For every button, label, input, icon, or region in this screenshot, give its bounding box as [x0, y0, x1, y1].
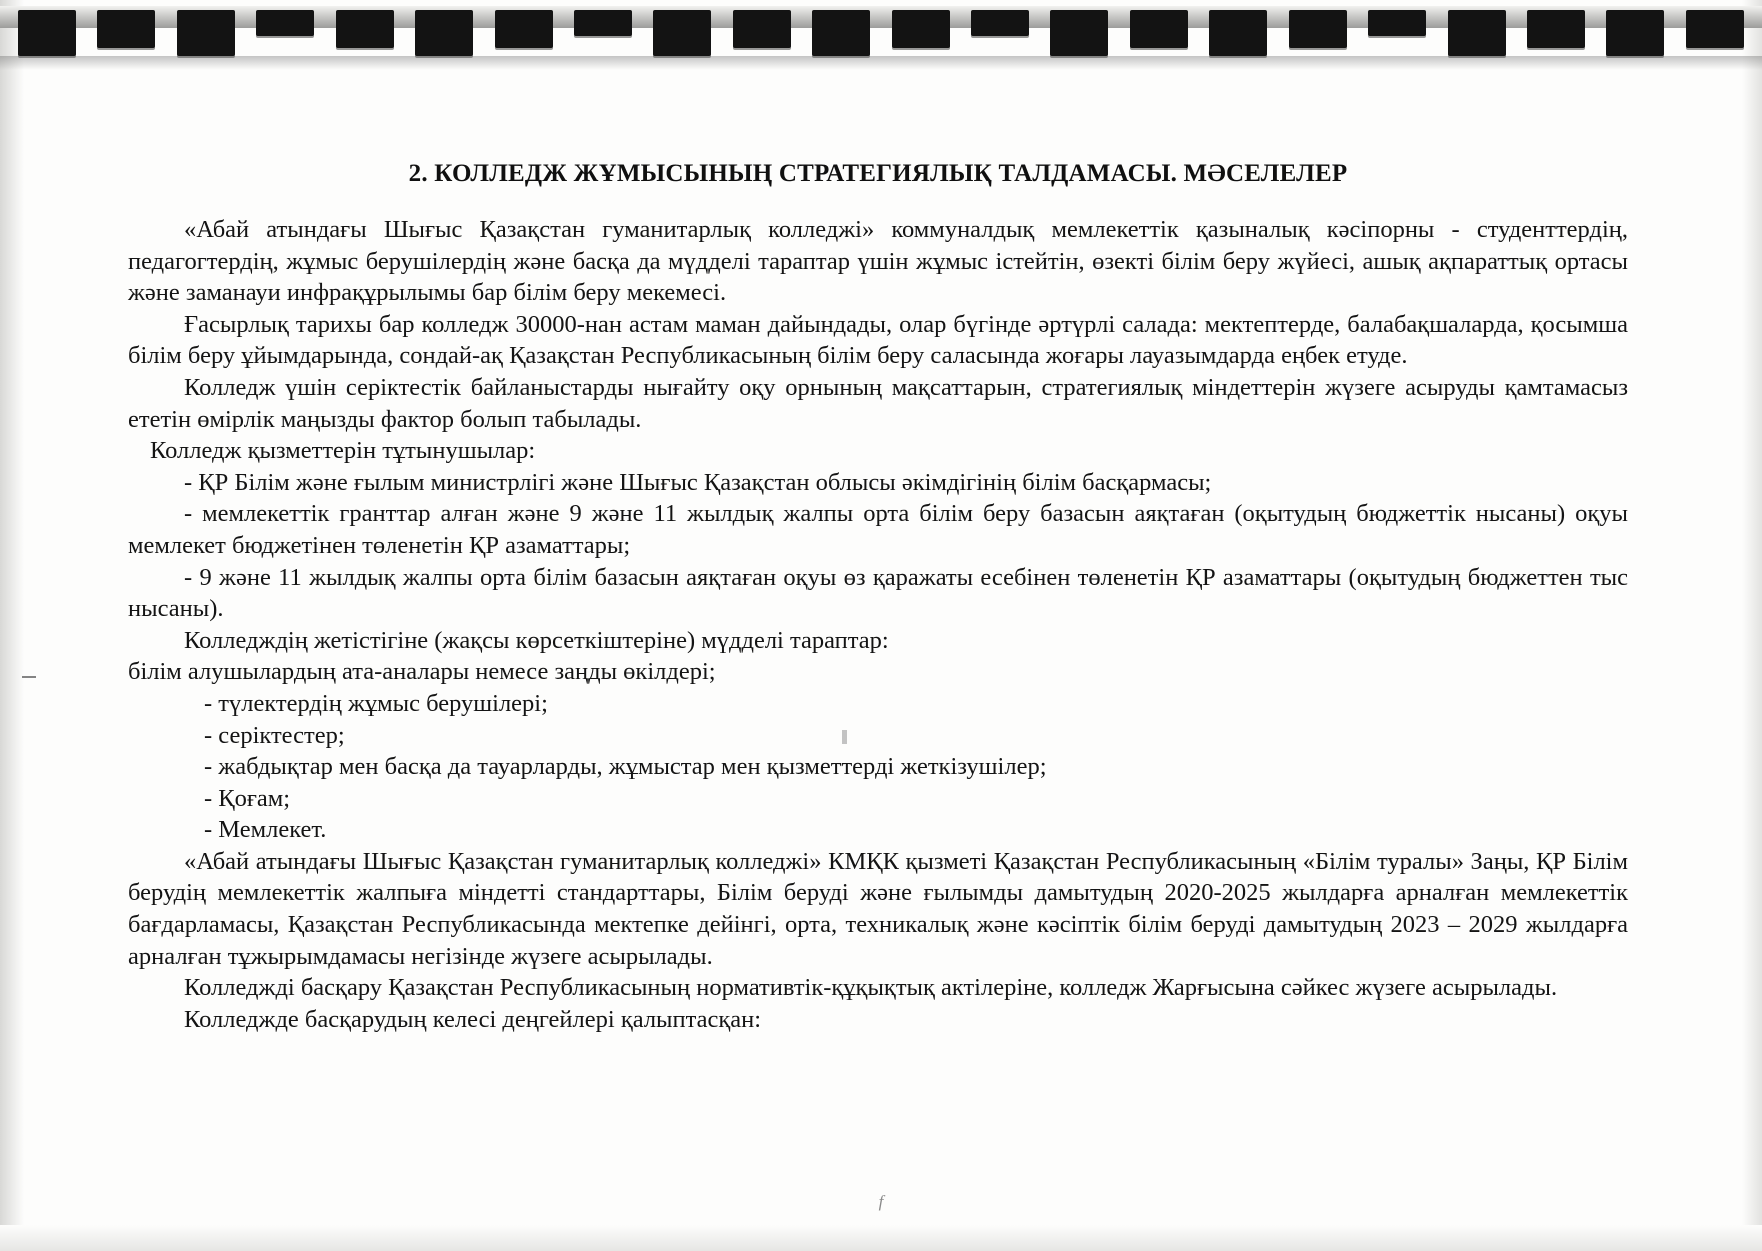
- binding-tooth: [256, 10, 314, 36]
- stakeholders-heading: Колледждің жетістігіне (жақсы көрсеткіштеріне) мүдделі тараптар:: [184, 626, 889, 654]
- binding-comb: [0, 0, 1762, 70]
- scan-edge-bottom: [0, 1225, 1762, 1251]
- paragraph-levels-intro: Колледжде басқарудың келесі деңгейлері қалыптасқан:: [184, 1005, 762, 1033]
- binding-tooth: [971, 10, 1029, 36]
- page-number: f: [878, 1192, 884, 1211]
- paragraph-legal-basis: «Абай атындағы Шығыс Қазақстан гуманитарлық колледжі» КМҚК қызметі Қазақстан Республикасының «Білім туралы» Заңы, ҚР Білім берудің мемлекеттік жалпыға міндетті стандарттары, Білім беруді және ғылымды дамытудың 2020-2025 жылдарға арналған мемлекеттік бағдарламасы, Қазақстан Республикасында мектепке дейінгі, орта, техникалық және кәсіптік білім беруді дамытудың 2023 – 2029 жылдарға арналған тұжырымдамасы негізінде жүзеге асырылады.: [128, 847, 1628, 970]
- binding-tooth: [177, 10, 235, 56]
- scan-artifact-dash: [22, 676, 36, 678]
- binding-tooth: [18, 10, 76, 56]
- stakeholders-item: - Қоғам;: [204, 784, 291, 812]
- stakeholders-item: - жабдықтар мен басқа да тауарларды, жұмыстар мен қызметтерді жеткізушілер;: [204, 753, 1047, 781]
- binding-tooth: [892, 10, 950, 48]
- binding-tooth: [812, 10, 870, 56]
- consumers-heading: Колледж қызметтерін тұтынушылар:: [150, 437, 536, 465]
- binding-tooth: [574, 10, 632, 36]
- stakeholders-item: - түлектердің жұмыс берушілері;: [204, 689, 548, 717]
- paragraph-history: Ғасырлық тарихы бар колледж 30000-нан астам маман дайындады, олар бүгінде әртүрлі салада: мектептерде, балабақшаларда, қосымша білім беру ұйымдарында, сондай-ақ Қазақстан Республикасының білім беру саласында жоғары лауазымдарда еңбек етуде.: [128, 310, 1628, 370]
- consumers-item: - 9 және 11 жылдық жалпы орта білім базасын аяқтаған оқуы өз қаражаты есебінен төленетін ҚР азаматтары (оқытудың бюджеттен тыс нысаны).: [128, 563, 1628, 623]
- consumers-item: - ҚР Білім және ғылым министрлігі және Шығыс Қазақстан облысы әкімдігінің білім басқармасы;: [184, 468, 1212, 496]
- binding-tooth: [733, 10, 791, 48]
- document-body: [128, 160, 1628, 1035]
- paragraph-governance: Колледжді басқару Қазақстан Республикасының нормативтік-құқықтық актілеріне, колледж Жарғысына сәйкес жүзеге асырылады.: [184, 974, 1558, 1002]
- binding-tooth: [1448, 10, 1506, 56]
- stakeholders-item: - Мемлекет.: [204, 816, 327, 844]
- binding-tooth: [1289, 10, 1347, 48]
- binding-tooth: [1368, 10, 1426, 36]
- consumers-item: - мемлекеттік гранттар алған және 9 және 11 жылдық жалпы орта білім беру базасын аяқтаған (оқытудың бюджеттік нысаны) оқуы мемлекет бюджетінен төленетін ҚР азаматтары;: [128, 500, 1628, 559]
- binding-tooth: [1209, 10, 1267, 56]
- binding-teeth: [0, 10, 1762, 62]
- paragraph-partnership: Колледж үшін серіктестік байланыстарды нығайту оқу орнының мақсаттарын, стратегиялық міндеттерін жүзеге асыруды қамтамасыз ететін өмірлік маңызды фактор болып табылады.: [128, 373, 1628, 433]
- binding-tooth: [653, 10, 711, 56]
- binding-tooth: [1527, 10, 1585, 48]
- section-heading: 2. КОЛЛЕДЖ ЖҰМЫСЫНЫҢ СТРАТЕГИЯЛЫҚ ТАЛДАМАСЫ. МӘСЕЛЕЛЕР: [408, 160, 1348, 187]
- binding-tooth: [1686, 10, 1744, 48]
- binding-tooth: [97, 10, 155, 48]
- binding-tooth: [336, 10, 394, 48]
- paragraph-intro: «Абай атындағы Шығыс Қазақстан гуманитарлық колледжі» коммуналдық мемлекеттік қазыналық кәсіпорны - студенттердің, педагогтердің, жұмыс берушілердің және басқа да мүдделі тараптар үшін жұмыс істейтін, өзекті білім беру жүйесі, ашық ақпараттық ортасы және заманауи инфрақұрылымы бар білім беру мекемесі.: [128, 216, 1628, 307]
- scan-edge-right: [1742, 0, 1762, 1251]
- binding-tooth: [495, 10, 553, 48]
- binding-tooth: [1606, 10, 1664, 56]
- binding-tooth: [1050, 10, 1108, 56]
- scan-edge-left: [0, 0, 24, 1251]
- binding-tooth: [1130, 10, 1188, 48]
- stakeholders-item: - серіктестер;: [204, 721, 345, 749]
- binding-shadow: [0, 56, 1762, 70]
- binding-tooth: [415, 10, 473, 56]
- stakeholders-item-parents: білім алушылардың ата-аналары немесе заңды өкілдері;: [128, 658, 716, 686]
